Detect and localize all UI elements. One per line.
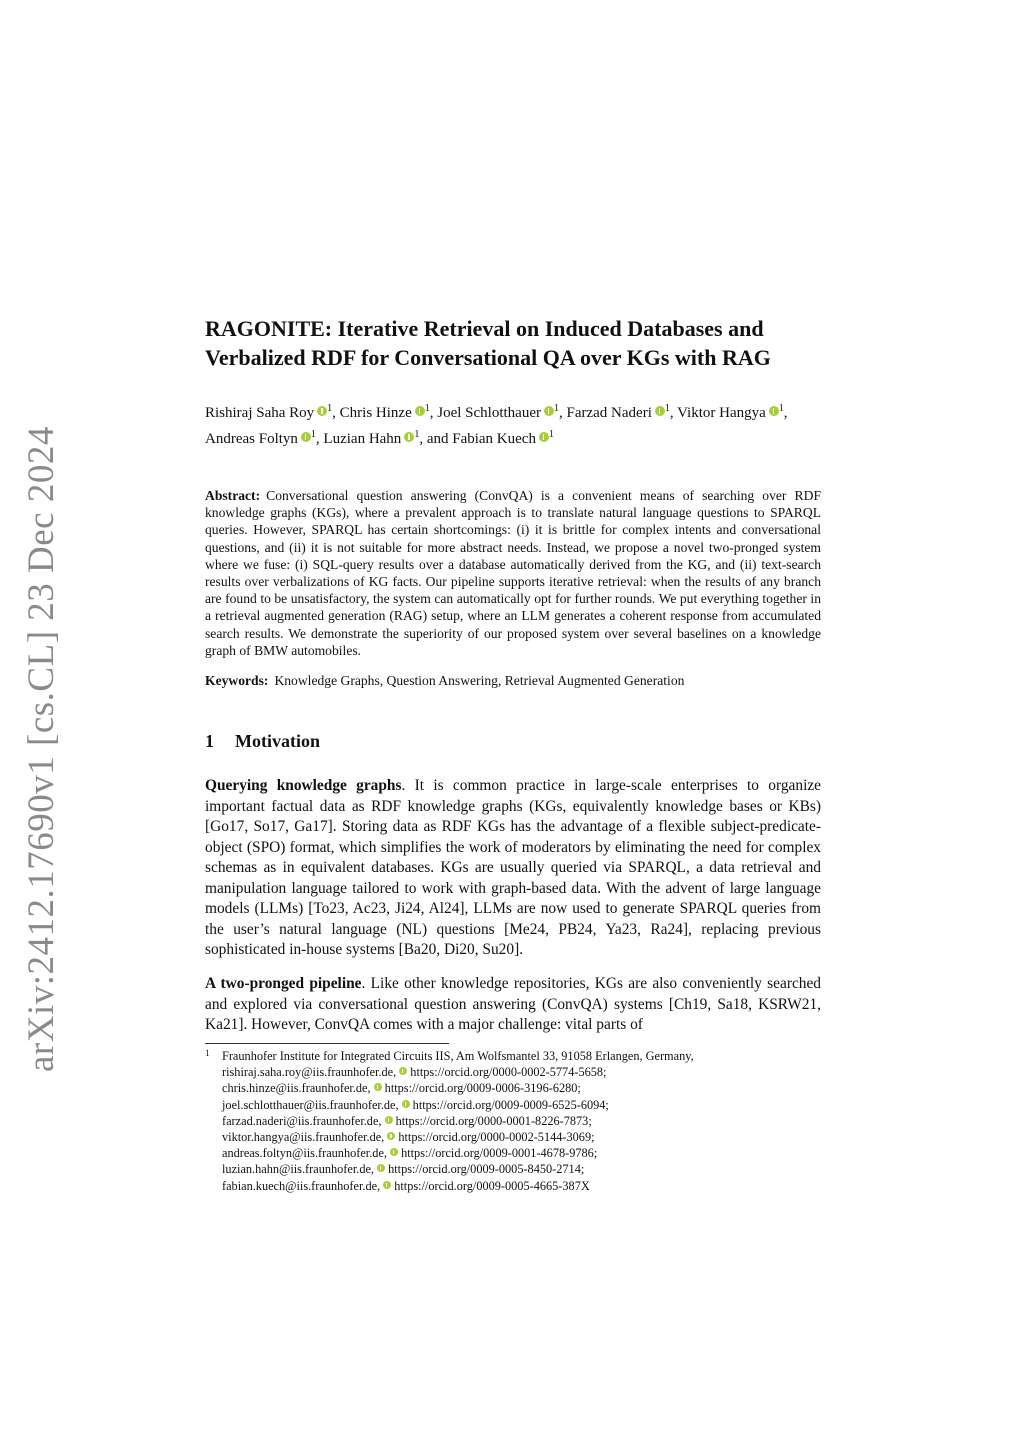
paragraph-lead: A two-pronged pipeline [205,975,362,992]
author-name: Farzad Naderi [566,405,652,421]
paragraph-body: . It is common practice in large-scale enterprises to organize important factual data as RDF knowledge graphs (KGs, equivalently knowledge bases or KBs) [Go17, So17, Ga17]. Storing data as RDF KGs has the advantage of a flexible subject-predicate-object (SPO) format, which simplifies the work of moderators by eliminating the need for complex schemas as in equivalent databases. KGs are usually queried via SPARQL, a data retrieval and manipulation language tailored to work with graph-based data. With the advent of large language models (LLMs) [To23, Ac23, Ji24, Al24], LLMs are now used to generate SPARQL queries from the user’s natural language (NL) questions [Me24, PB24, Ya23, Ra24], replacing previous sophisticated in-house systems [Ba20, Di20, Su20]. [205,777,822,958]
author-name: Andreas Foltyn [205,431,298,447]
author-separator: , [669,405,678,421]
author-separator: , [783,405,788,421]
author-separator: , [332,405,340,421]
orcid-link[interactable]: https://orcid.org/0000-0002-5774-5658; [410,1065,607,1080]
contact-email[interactable]: andreas.foltyn@iis.fraunhofer.de, [222,1146,387,1161]
orcid-link[interactable]: https://orcid.org/0009-0001-4678-9786; [401,1146,598,1161]
footnote [205,1048,821,1194]
paragraph-querying-knowledge-graphs [205,776,821,961]
orcid-icon[interactable] [769,406,779,416]
affiliation-mark: 1 [310,429,316,440]
orcid-icon[interactable] [544,406,554,416]
footnote-institution: Fraunhofer Institute for Integrated Circuits IIS, Am Wolfsmantel 33, 91058 Erlangen, Germany, [222,1049,694,1063]
contact-line [222,1178,821,1194]
orcid-icon [377,1164,385,1172]
orcid-link[interactable]: https://orcid.org/0009-0009-6525-6094; [412,1097,609,1112]
contact-email[interactable]: viktor.hangya@iis.fraunhofer.de, [222,1130,385,1145]
author-separator: , [558,405,567,421]
orcid-link[interactable]: https://orcid.org/0000-0002-5144-3069; [398,1130,595,1145]
contact-line [222,1080,821,1096]
footnote-mark: 1 [205,1048,210,1058]
orcid-link[interactable]: https://orcid.org/0009-0005-4665-387X [394,1178,590,1193]
orcid-icon [383,1181,391,1189]
orcid-icon [402,1100,410,1108]
affiliation-mark: 1 [664,403,670,414]
orcid-link[interactable]: https://orcid.org/0009-0006-3196-6280; [384,1081,581,1096]
orcid-link[interactable]: https://orcid.org/0009-0005-8450-2714; [388,1162,585,1177]
orcid-icon[interactable] [301,432,311,442]
contact-line [222,1145,821,1161]
contact-email[interactable]: joel.schlotthauer@iis.fraunhofer.de, [222,1097,399,1112]
paragraph-body: . Like other knowledge repositories, KGs are also conveniently searched and explored via conversational question answering (ConvQA) systems [Ch19, Sa18, KSRW21, Ka21]. However, ConvQA comes with a major challenge: vital parts of [205,975,821,1033]
orcid-icon[interactable] [317,406,327,416]
contact-line [222,1113,821,1129]
section-number: 1 [205,731,214,751]
contact-email[interactable]: farzad.naderi@iis.fraunhofer.de, [222,1113,382,1128]
abstract [205,487,821,659]
paragraph-two-pronged-pipeline [205,974,821,1036]
affiliation-mark: 1 [553,403,559,414]
arxiv-identifier-stamp: arXiv:2412.17690v1 [cs.CL] 23 Dec 2024 [21,426,62,1072]
contact-email[interactable]: luzian.hahn@iis.fraunhofer.de, [222,1162,375,1177]
section-title: Motivation [235,731,320,751]
orcid-link[interactable]: https://orcid.org/0000-0001-8226-7873; [395,1113,592,1128]
orcid-icon [390,1148,398,1156]
author-name: Chris Hinze [339,405,412,421]
author-name: Luzian Hahn [323,431,402,447]
contact-line [222,1097,821,1113]
affiliation-mark: 1 [778,403,784,414]
keywords-text: Knowledge Graphs, Question Answering, Retrieval Augmented Generation [274,673,685,688]
paper-title [205,314,845,372]
keywords [205,672,821,689]
footnote-body [222,1048,821,1194]
affiliation-mark: 1 [414,429,420,440]
orcid-icon [399,1067,407,1075]
contact-line [222,1129,821,1145]
title-line-2: Verbalized RDF for Conversational QA over KGs with RAG [205,345,771,370]
author-name: Rishiraj Saha Roy [205,405,315,421]
orcid-icon[interactable] [655,406,665,416]
abstract-text: Conversational question answering (ConvQA) is a convenient means of searching over RDF knowledge graphs (KGs), where a prevalent approach is to translate natural language questions to SPARQL queries. However, SPARQL has certain shortcomings: (i) it is brittle for complex intents and conversational questions, and (ii) it is not suitable for more abstract needs. Instead, we propose a novel two-pronged system where we fuse: (i) SQL-query results over a database automatically derived from the KG, and (ii) text-search results over verbalizations of KG facts. Our pipeline supports iterative retrieval: when the results of any branch are found to be unsatisfactory, the system can automatically opt for further rounds. We put everything together in a retrieval augmented generation (RAG) setup, where an LLM generates a coherent response from accumulated search results. We demonstrate the superiority of our proposed system over several baselines on a knowledge graph of BMW automobiles. [205,488,821,658]
affiliation-mark: 1 [548,429,554,440]
author-name: Joel Schlotthauer [437,405,541,421]
affiliation-mark: 1 [424,403,430,414]
contact-line [222,1064,821,1080]
title-line-1: RAGONITE: Iterative Retrieval on Induced Databases and [205,316,764,341]
orcid-icon [385,1116,393,1124]
author-list [205,398,825,450]
paragraph-lead: Querying knowledge graphs [205,777,402,794]
affiliation-mark: 1 [327,403,333,414]
author-separator: , and [419,431,453,447]
author-separator: , [315,431,324,447]
abstract-label: Abstract: [205,488,261,503]
orcid-icon[interactable] [404,432,414,442]
section-heading [205,731,320,752]
author-name: Viktor Hangya [677,405,766,421]
keywords-label: Keywords: [205,673,269,688]
footnote-rule [205,1043,449,1044]
orcid-icon[interactable] [539,432,549,442]
contact-email[interactable]: chris.hinze@iis.fraunhofer.de, [222,1081,371,1096]
contact-email[interactable]: rishiraj.saha.roy@iis.fraunhofer.de, [222,1065,397,1080]
contact-email[interactable]: fabian.kuech@iis.fraunhofer.de, [222,1178,381,1193]
author-separator: , [429,405,438,421]
orcid-icon[interactable] [415,406,425,416]
footnote-contacts [222,1064,821,1194]
orcid-icon [374,1083,382,1091]
contact-line [222,1161,821,1177]
orcid-icon [387,1132,395,1140]
author-name: Fabian Kuech [452,431,536,447]
